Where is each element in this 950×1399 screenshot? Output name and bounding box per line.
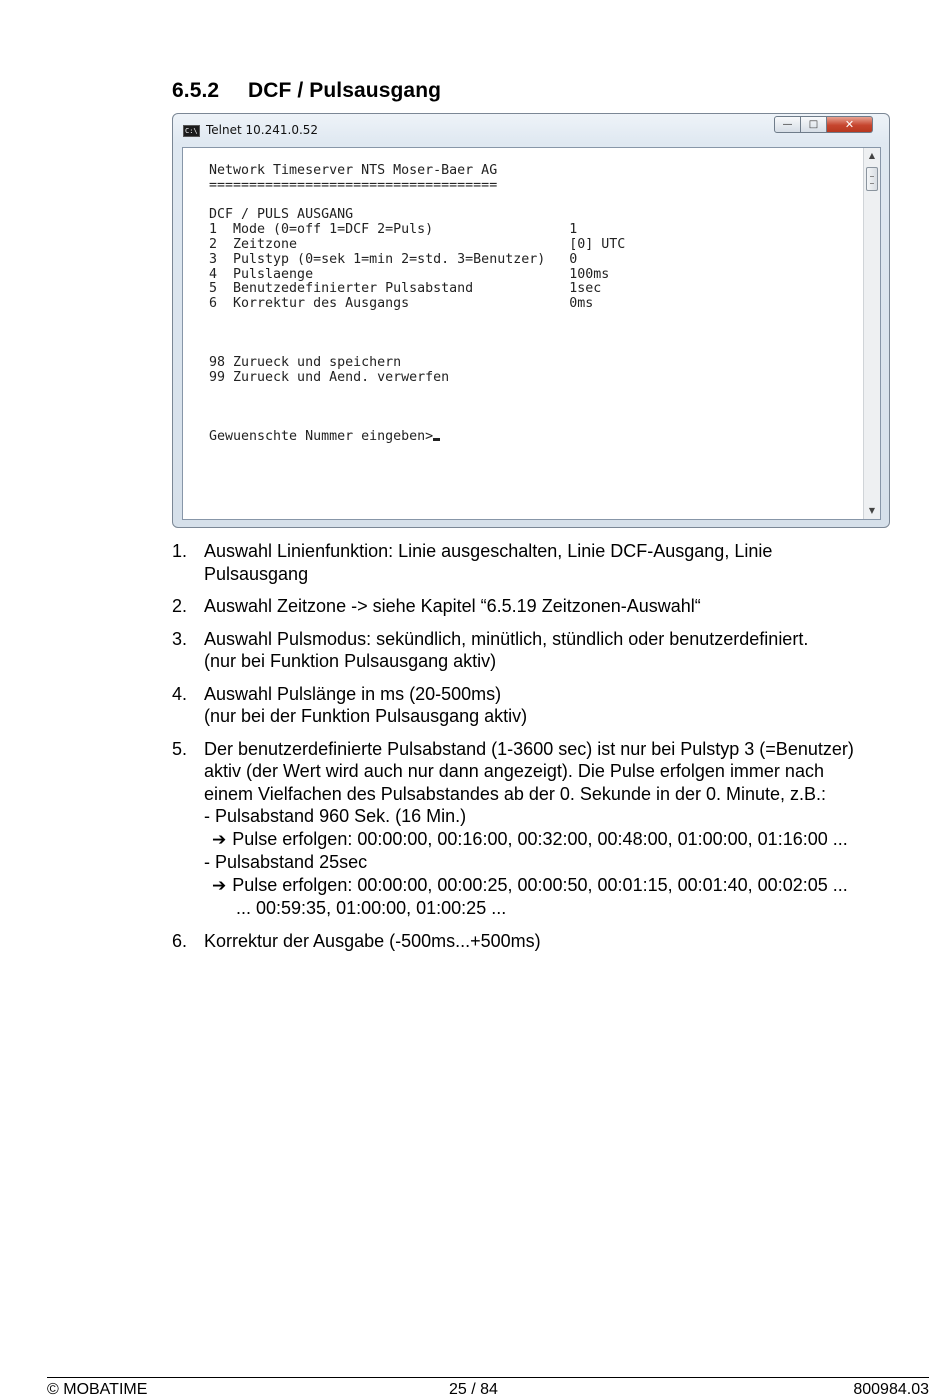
list-item: [172, 628, 917, 673]
section-number: 6.5.2: [172, 79, 220, 102]
window-title: Telnet 10.241.0.52: [206, 123, 319, 137]
section-heading: [172, 79, 441, 103]
list-item: [172, 595, 917, 618]
console-line: 3 Pulstyp (0=sek 1=min 2=std. 3=Benutzer) 0: [209, 251, 578, 267]
footer-copyright: © MOBATIME: [47, 1381, 148, 1398]
scroll-down-arrow-icon[interactable]: ▼: [868, 506, 876, 515]
footer-doc-number: 800984.03: [853, 1381, 929, 1398]
console-line: DCF / PULS AUSGANG: [209, 207, 354, 223]
console-line: 2 Zeitzone [0] UTC: [209, 236, 626, 252]
list-text: Auswahl Pulsmodus: sekündlich, minütlich, stündlich oder benutzerdefiniert.: [204, 628, 809, 649]
footer-rule: [47, 1377, 929, 1378]
arrow-right-icon: ➔: [212, 875, 227, 895]
list-text: (nur bei der Funktion Pulsausgang aktiv): [204, 706, 528, 726]
minimize-button[interactable]: —: [774, 116, 801, 133]
list-item: [172, 738, 917, 920]
example-continuation: ... 00:59:35, 01:00:00, 01:00:25 ...: [236, 898, 507, 918]
list-item: [172, 683, 917, 728]
list-text: aktiv (der Wert wird auch nur dann angezeigt). Die Pulse erfolgen immer nach: [204, 761, 824, 781]
console-line: 6 Korrektur des Ausgangs 0ms: [209, 296, 594, 312]
console-line: 98 Zurueck und speichern: [209, 355, 402, 371]
list-text: - Pulsabstand 960 Sek. (16 Min.): [204, 806, 467, 826]
list-text: (nur bei Funktion Pulsausgang aktiv): [204, 651, 497, 671]
console-line: 4 Pulslaenge 100ms: [209, 266, 610, 282]
console-output: [209, 164, 625, 445]
list-number: 5.: [172, 738, 188, 759]
list-text: - Pulsabstand 25sec: [204, 852, 368, 872]
console-line: 99 Zurueck und Aend. verwerfen: [209, 370, 450, 386]
list-text: Korrektur der Ausgabe (-500ms...+500ms): [204, 930, 541, 951]
list-number: 3.: [172, 628, 188, 649]
window-titlebar[interactable]: [173, 114, 889, 146]
section-title: DCF / Pulsausgang: [248, 79, 442, 102]
console-line: 1 Mode (0=off 1=DCF 2=Puls) 1: [209, 222, 578, 238]
list-text: Auswahl Zeitzone -> siehe Kapitel “6.5.19 Zeitzonen-Auswahl“: [204, 596, 701, 616]
console-area[interactable]: [182, 147, 881, 520]
list-text: Auswahl Pulslänge in ms (20-500ms): [204, 683, 502, 704]
list-number: 1.: [172, 541, 188, 561]
console-line: Network Timeserver NTS Moser-Baer AG: [209, 163, 498, 178]
list-item: [172, 930, 917, 953]
console-line: ====================================: [209, 177, 498, 193]
list-text: Der benutzerdefinierte Pulsabstand (1-3600 sec) ist nur bei Pulstyp 3 (=Benutzer): [204, 738, 854, 759]
telnet-window: [172, 113, 890, 528]
example-line: [204, 828, 917, 852]
close-button[interactable]: ✕: [827, 116, 873, 133]
list-text: Auswahl Linienfunktion: Linie ausgeschalten, Linie DCF-Ausgang, Linie: [204, 541, 773, 561]
list-text: Pulsausgang: [204, 563, 309, 584]
example-line: [204, 874, 917, 898]
scroll-up-arrow-icon[interactable]: ▲: [868, 151, 876, 160]
scrollbar-thumb[interactable]: [866, 167, 878, 191]
text-cursor: [433, 438, 440, 441]
example-text: Pulse erfolgen: 00:00:00, 00:16:00, 00:32:00, 00:48:00, 01:00:00, 01:16:00 ...: [232, 828, 848, 849]
list-number: 6.: [172, 930, 188, 951]
console-icon: C:\: [183, 125, 200, 137]
list-number: 4.: [172, 683, 188, 704]
list-item: [172, 540, 917, 585]
maximize-button[interactable]: □: [801, 116, 827, 133]
example-text: Pulse erfolgen: 00:00:00, 00:00:25, 00:00:50, 00:01:15, 00:01:40, 00:02:05 ...: [232, 874, 848, 895]
vertical-scrollbar[interactable]: [863, 148, 880, 519]
list-number: 2.: [172, 596, 188, 616]
console-line: 5 Benutzedefinierter Pulsabstand 1sec: [209, 281, 602, 297]
console-prompt[interactable]: Gewuenschte Nummer eingeben>: [209, 429, 434, 445]
explanation-list: [172, 540, 917, 962]
arrow-right-icon: ➔: [212, 829, 227, 849]
footer-page-number: 25 / 84: [449, 1381, 498, 1398]
list-text: einem Vielfachen des Pulsabstandes ab der 0. Sekunde in der 0. Minute, z.B.:: [204, 783, 827, 804]
